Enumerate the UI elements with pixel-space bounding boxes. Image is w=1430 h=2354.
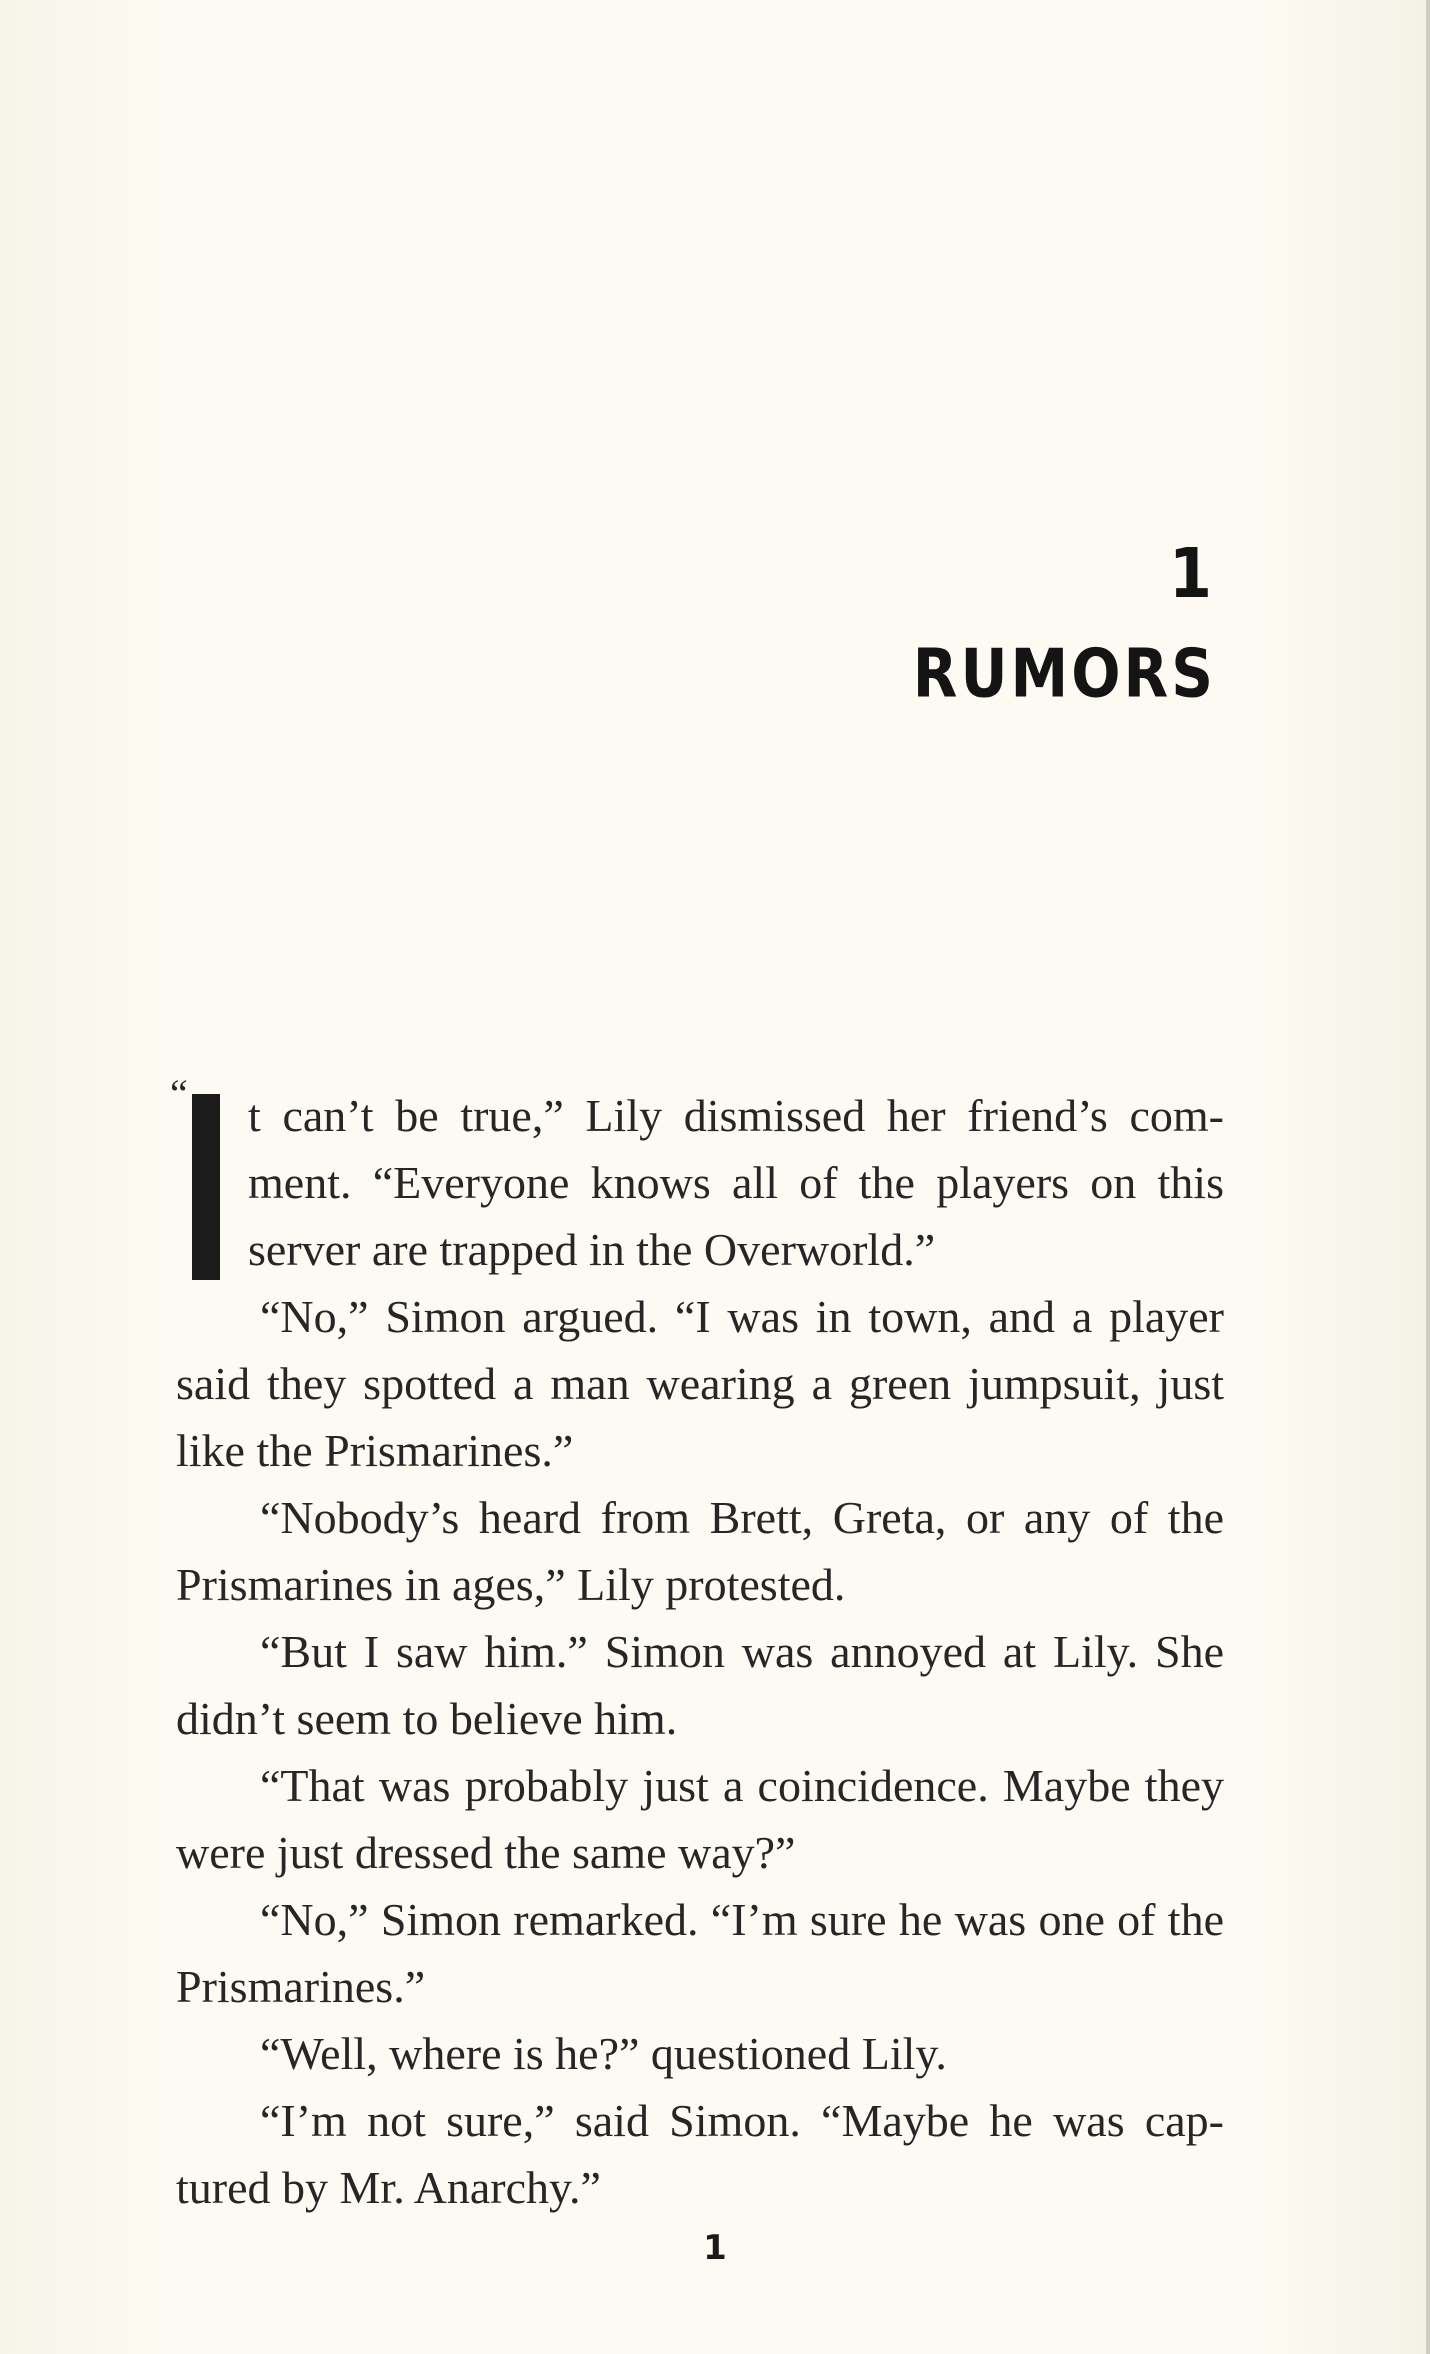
text-line: server are trapped in the Overworld.” <box>248 1224 936 1275</box>
text-line: “Well, where is he?” questioned Lily. <box>260 2028 947 2079</box>
opening-quote-mark: “ <box>170 1071 188 1116</box>
page-edge-shadow <box>1426 0 1430 2354</box>
text-line: were just dressed the same way?” <box>176 1827 796 1878</box>
chapter-body <box>170 1071 1224 2221</box>
chapter-title: RUMORS <box>912 634 1216 713</box>
text-line: t can’t be true,” Lily dismissed her friend’s com- <box>248 1090 1224 1141</box>
text-line: tured by Mr. Anarchy.” <box>176 2162 601 2213</box>
page-number: 1 <box>703 2228 727 2268</box>
text-line: didn’t seem to believe him. <box>176 1693 678 1744</box>
text-line: “No,” Simon remarked. “I’m sure he was one of the <box>260 1894 1224 1945</box>
opening-paragraph <box>170 1071 1224 1283</box>
opening-lines <box>248 1082 1224 1283</box>
chapter-number: 1 <box>1168 533 1212 614</box>
text-line: ment. “Everyone knows all of the players on this <box>248 1157 1224 1208</box>
text-line: Prismarines in ages,” Lily protested. <box>176 1559 846 1610</box>
text-line: “No,” Simon argued. “I was in town, and a player <box>260 1291 1224 1342</box>
text-line: “But I saw him.” Simon was annoyed at Lily. She <box>260 1626 1224 1677</box>
text-line: said they spotted a man wearing a green jumpsuit, just <box>176 1358 1224 1409</box>
text-line: “I’m not sure,” said Simon. “Maybe he was cap- <box>260 2095 1224 2146</box>
drop-cap-letter <box>192 1094 220 1280</box>
text-line: “That was probably just a coincidence. Maybe they <box>260 1760 1224 1811</box>
text-line: Prismarines.” <box>176 1961 426 2012</box>
text-line: like the Prismarines.” <box>176 1425 574 1476</box>
text-line: “Nobody’s heard from Brett, Greta, or any of the <box>260 1492 1224 1543</box>
